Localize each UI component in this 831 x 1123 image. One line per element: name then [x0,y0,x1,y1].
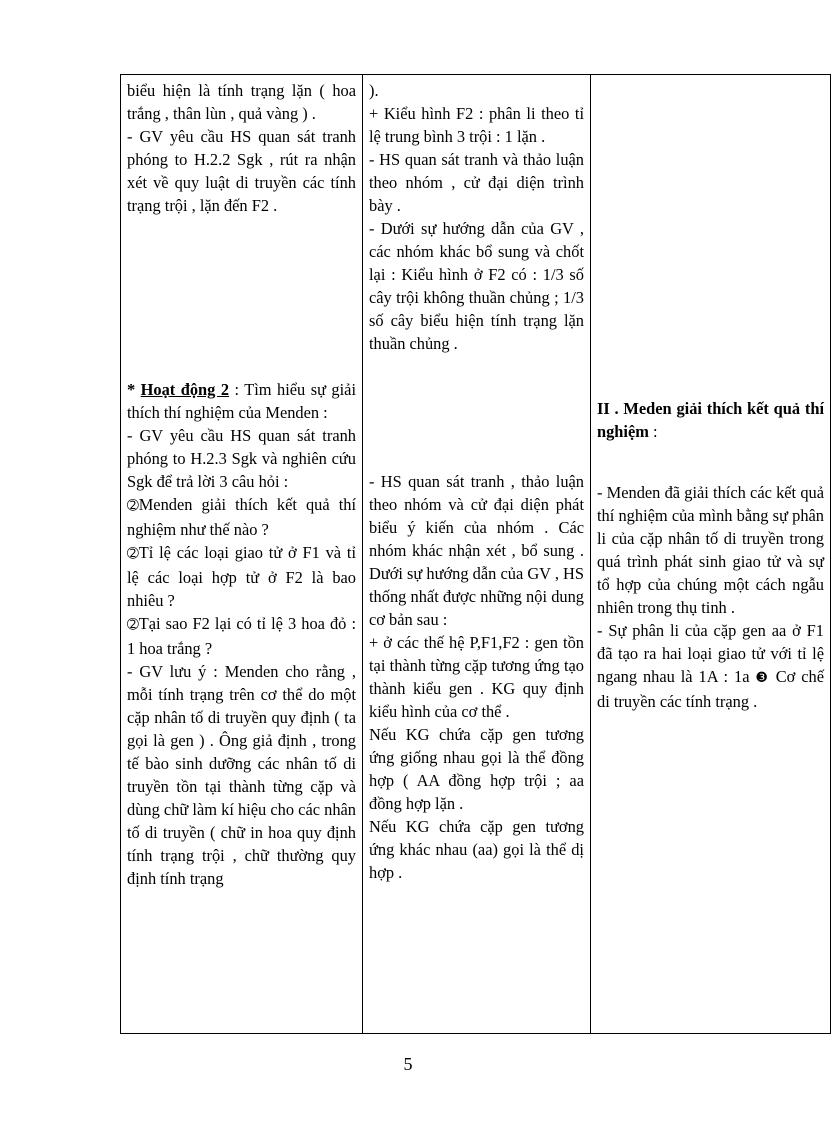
question-3-text: Tại sao F2 lại có tỉ lệ 3 hoa đỏ : 1 hoa trắng ? [127,614,356,658]
col2-part1: ). [369,81,379,100]
heading-text: . Meden giải thích kết quả thí nghiệm [597,399,824,441]
activity-rest: : Tìm hiểu sự giải thích thí nghiệm của Menden : [127,380,356,422]
col2-part4: - Dưới sự hướng dẫn của GV , các nhóm khác bổ sung và chốt lại : Kiểu hình ở F2 có : 1/3 số cây trội không thuần chủng ; 1/3 số cây biểu hiện tính trạng lặn thuần chủng . [369,219,584,353]
student-activity-column [363,75,591,1034]
heading-colon: : [648,422,658,441]
circled-bullet-icon: ➁ [127,498,139,514]
col3-part2-b: Cơ chế di truyền các tính trạng . [597,667,824,711]
col1-part2: - GV yêu cầu HS quan sát tranh phóng to H.2.2 Sgk , rút ra nhận xét về quy luật di truyền các tính trạng trội , lặn đến F2 . [127,127,356,215]
heading-roman: II [597,399,610,418]
col1-part1: biểu hiện là tính trạng lặn ( hoa trắng , thân lùn , quả vàng ) . [127,81,356,123]
activity-star: * [127,380,141,399]
question-1 [127,493,356,541]
col1-part4: - GV lưu ý : Menden cho rằng , mỗi tính trạng trên cơ thể do một cặp nhân tố di truyền quy định ( ta gọi là gen ) . Ông giả định , trong tế bào sinh dưỡng các nhân tố di truyền tồn tại thành từng cặp và dùng chữ làm kí hiệu cho các nhân tố di truyền ( chữ in hoa quy định tính trạng trội , chữ thường quy định tính trạng [127,662,356,888]
spacer [369,355,584,470]
col1-part3: - GV yêu cầu HS quan sát tranh phóng to H.2.3 Sgk và nghiên cứu Sgk để trả lời 3 câu hỏi : [127,426,356,491]
table-row [121,75,831,1034]
question-2-text: Tỉ lệ các loại giao tử ở F1 và tỉ lệ các loại hợp tử ở F2 là bao nhiêu ? [127,543,356,610]
col2-part8: Nếu KG chứa cặp gen tương ứng khác nhau (aa) gọi là thể dị hợp . [369,817,584,882]
page-number: 5 [403,1054,413,1074]
circled-bullet-icon: ➁ [127,617,139,633]
question-2 [127,541,356,612]
col3-part2 [597,619,824,713]
spacer [127,217,356,378]
col3-part2-a: - Sự phân li của cặp gen aa ở F1 đã tạo ra hai loại giao tử với tỉ lệ ngang nhau là 1A : 1a [597,621,824,686]
content-column [591,75,831,1034]
circled-three-icon: ❸ [755,670,770,686]
lesson-table [120,74,831,1034]
col2-part5: - HS quan sát tranh , thảo luận theo nhóm và cử đại diện phát biểu ý kiến của nhóm . Các nhóm khác nhận xét , bổ sung . Dưới sự hướng dẫn của GV , HS thống nhất được những nội dung cơ bản sau : [369,472,584,629]
circled-bullet-icon: ➁ [127,546,139,562]
section-2-heading [597,397,824,443]
col2-part3: - HS quan sát tranh và thảo luận theo nhóm , cử đại diện trình bày . [369,150,584,215]
teacher-activity-column [121,75,363,1034]
col2-part2: + Kiểu hình F2 : phân li theo tỉ lệ trung bình 3 trội : 1 lặn . [369,104,584,146]
spacer [597,79,824,397]
activity-label: Hoạt động 2 [140,380,230,399]
question-3 [127,612,356,660]
col3-part1: - Menden đã giải thích các kết quả thí nghiệm của mình bằng sự phân li của cặp nhân tố di truyền trong quá trình phát sinh giao tử và sự tổ hợp của chúng một cách ngẫu nhiên trong thụ tinh . [597,483,824,617]
spacer [597,443,824,481]
col2-part6: + ở các thế hệ P,F1,F2 : gen tồn tại thành từng cặp tương ứng tạo thành kiểu gen . KG quy định kiểu hình của cơ thể . [369,633,584,721]
col2-part7: Nếu KG chứa cặp gen tương ứng giống nhau gọi là thể đồng hợp ( AA đồng hợp trội ; aa đồng hợp lặn . [369,725,584,813]
question-1-text: Menden giải thích kết quả thí nghiệm như thế nào ? [127,495,356,539]
activity-2-heading [127,378,356,424]
